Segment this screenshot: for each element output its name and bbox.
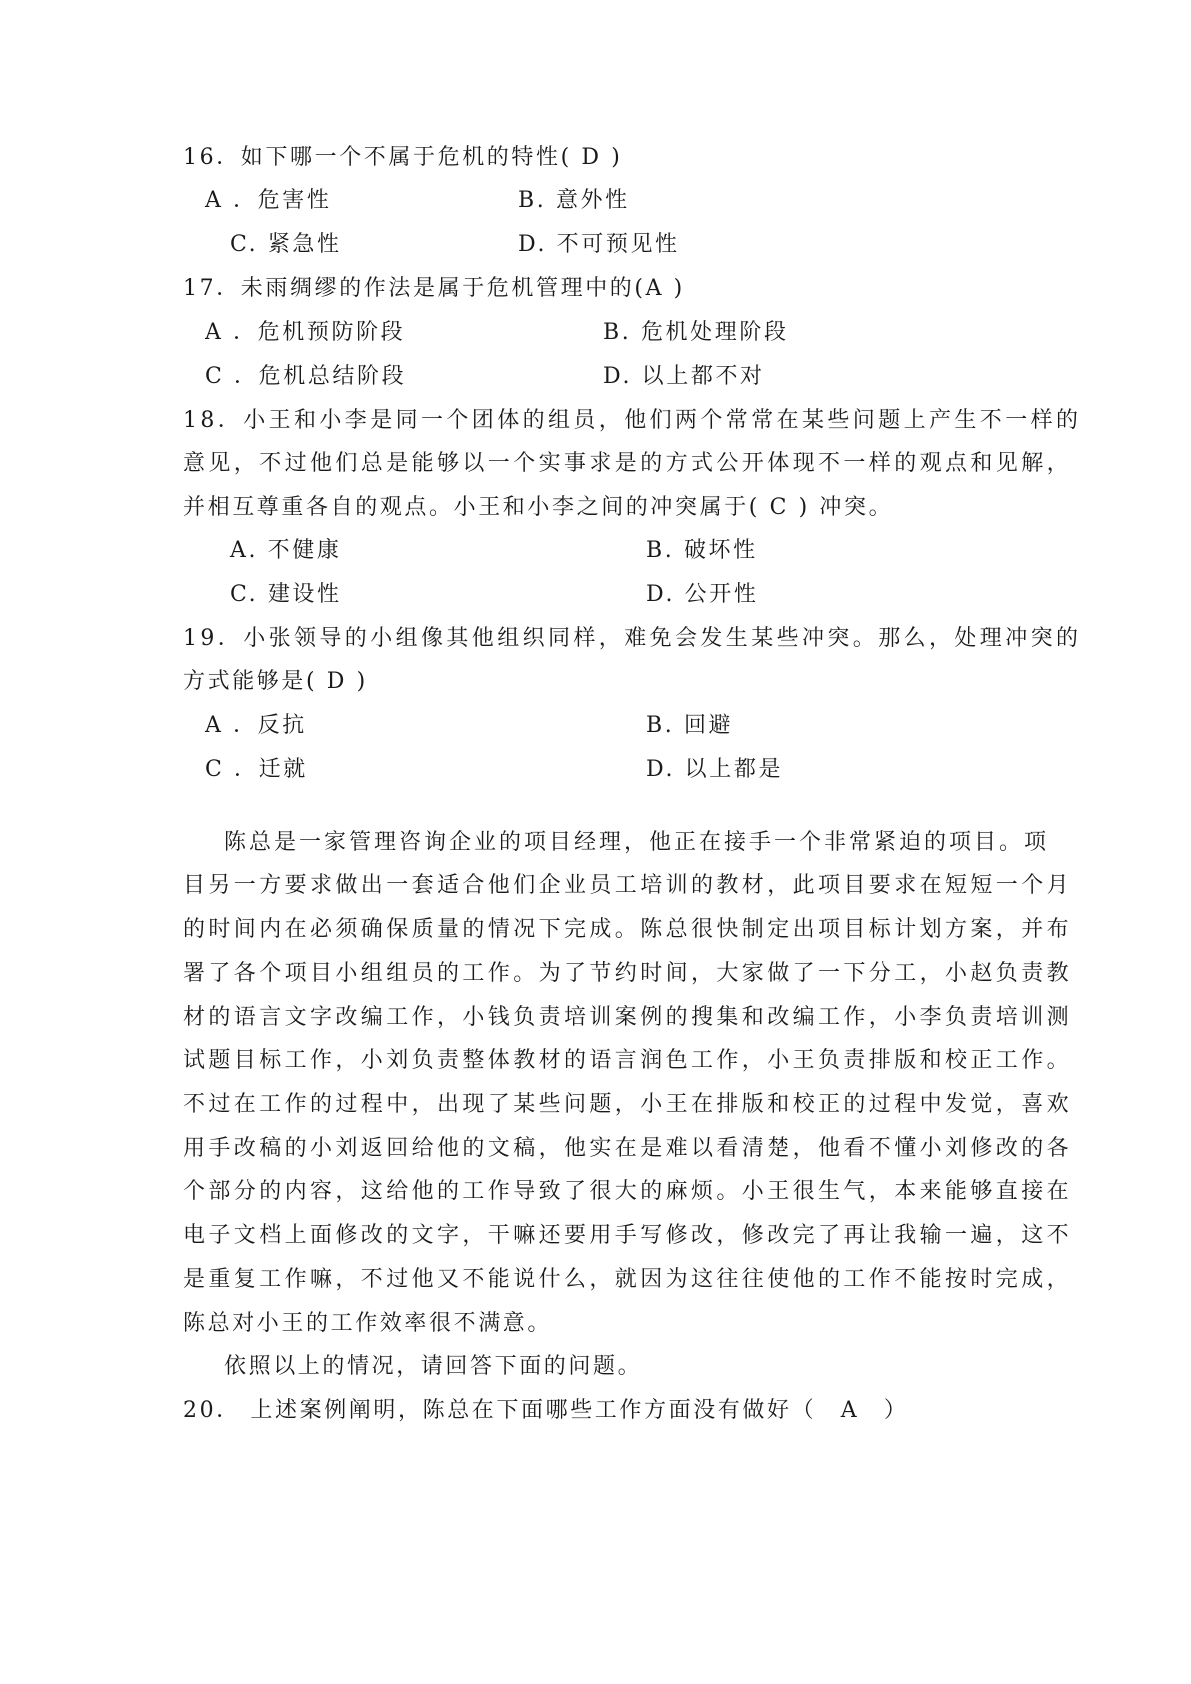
case-line-1: 陈总是一家管理咨询企业的项目经理，他正在接手一个非常紧迫的项目。项 xyxy=(224,830,1050,855)
case-line-4: 署了各个项目小组组员的工作。为了节约时间，大家做了一下分工，小赵负责教 xyxy=(183,961,1073,986)
case-line-2: 目另一方要求做出一套适合他们企业员工培训的教材，此项目要求在短短一个月 xyxy=(183,873,1073,898)
q18-option-d: D. 公开性 xyxy=(646,582,759,607)
case-line-9: 个部分的内容，这给他的工作导致了很大的麻烦。小王很生气，本来能够直接在 xyxy=(183,1179,1073,1204)
q18-option-c: C. 建设性 xyxy=(230,582,342,607)
q19-option-d: D. 以上都是 xyxy=(646,757,784,782)
q16-option-c: C. 紧急性 xyxy=(230,232,342,257)
case-line-5: 材的语言文字改编工作，小钱负责培训案例的搜集和改编工作，小李负责培训测 xyxy=(183,1005,1073,1030)
case-line-3: 的时间内在必须确保质量的情况下完成。陈总很快制定出项目标计划方案，并布 xyxy=(183,917,1073,942)
question-19-stem-line-1: 19．小张领导的小组像其他组织同样，难免会发生某些冲突。那么，处理冲突的 xyxy=(183,626,1082,651)
q18-option-b: B. 破坏性 xyxy=(646,538,758,563)
q17-option-a: A ．危机预防阶段 xyxy=(205,320,406,345)
case-line-7: 不过在工作的过程中，出现了某些问题，小王在排版和校正的过程中发觉，喜欢 xyxy=(183,1092,1073,1117)
case-line-11: 是重复工作嘛，不过他又不能说什么，就因为这往往使他的工作不能按时完成， xyxy=(183,1267,1073,1292)
q16-option-b: B. 意外性 xyxy=(518,188,630,213)
q19-option-a: A ．反抗 xyxy=(205,713,307,738)
question-18-stem-line-2: 意见，不过他们总是能够以一个实事求是的方式公开体现不一样的观点和见解， xyxy=(183,451,1073,476)
q16-option-a: A ．危害性 xyxy=(205,188,332,213)
question-17-stem: 17．未雨绸缪的作法是属于危机管理中的(A ) xyxy=(183,276,685,301)
case-line-8: 用手改稿的小刘返回给他的文稿，他实在是难以看清楚，他看不懂小刘修改的各 xyxy=(183,1136,1073,1161)
q16-option-d: D. 不可预见性 xyxy=(518,232,680,257)
case-line-6: 试题目标工作，小刘负责整体教材的语言润色工作，小王负责排版和校正工作。 xyxy=(183,1048,1073,1073)
question-16-stem: 16．如下哪一个不属于危机的特性( D ) xyxy=(183,145,623,170)
q17-option-b: B. 危机处理阶段 xyxy=(603,320,789,345)
case-prompt: 依照以上的情况，请回答下面的问题。 xyxy=(224,1354,643,1379)
question-20-stem: 20． 上述案例阐明，陈总在下面哪些工作方面没有做好（ A ） xyxy=(183,1398,909,1423)
q17-option-c: C ．危机总结阶段 xyxy=(205,364,407,389)
question-19-stem-line-2: 方式能够是( D ) xyxy=(183,669,368,694)
case-line-10: 电子文档上面修改的文字，干嘛还要用手写修改，修改完了再让我输一遍，这不 xyxy=(183,1223,1073,1248)
question-18-stem-line-3: 并相互尊重各自的观点。小王和小李之间的冲突属于( C ) 冲突。 xyxy=(183,495,894,520)
case-line-12: 陈总对小王的工作效率很不满意。 xyxy=(183,1311,553,1336)
q17-option-d: D. 以上都不对 xyxy=(603,364,765,389)
q19-option-b: B. 回避 xyxy=(646,713,734,738)
q18-option-a: A. 不健康 xyxy=(230,538,342,563)
q19-option-c: C ．迁就 xyxy=(205,757,308,782)
question-18-stem-line-1: 18．小王和小李是同一个团体的组员，他们两个常常在某些问题上产生不一样的 xyxy=(183,408,1082,433)
